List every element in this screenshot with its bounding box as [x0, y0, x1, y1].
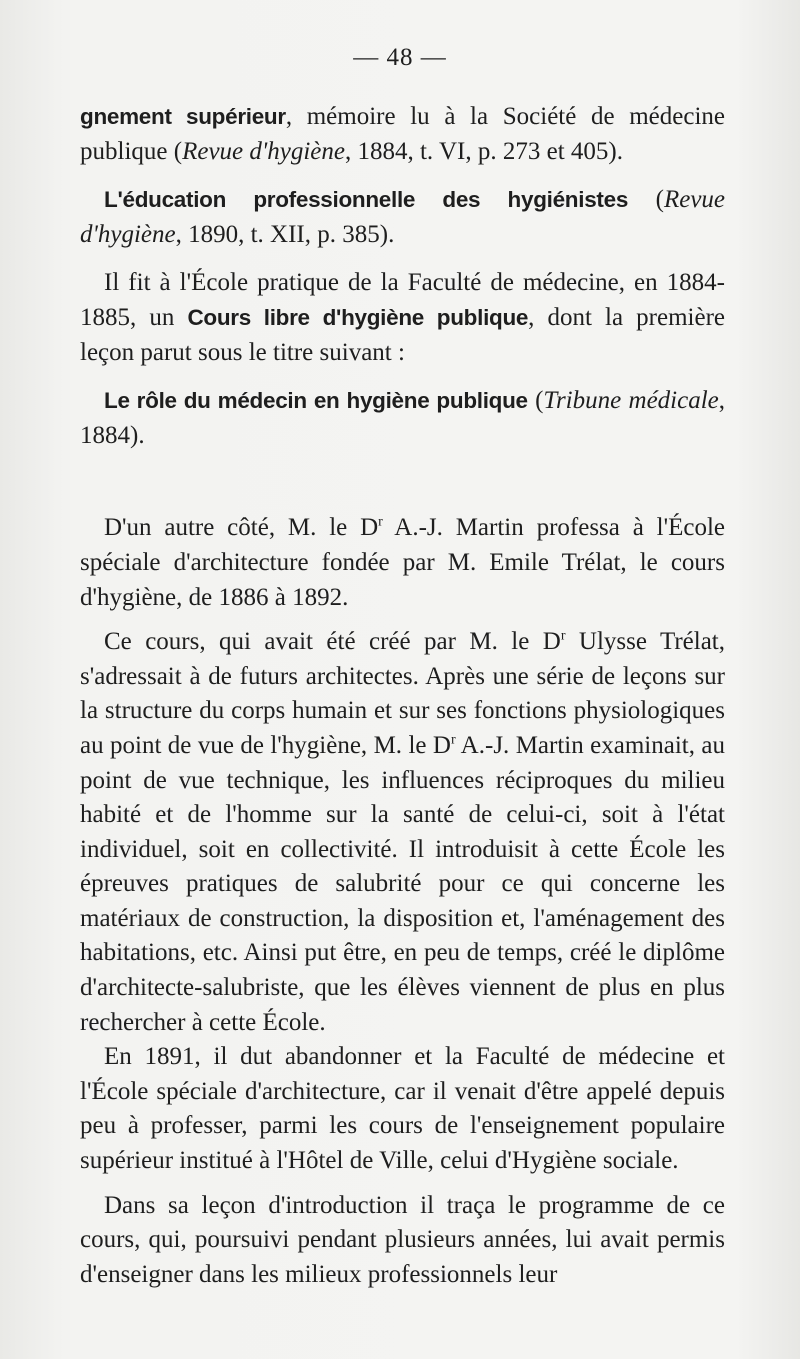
superscript: r [560, 628, 566, 644]
paragraph-7: En 1891, il dut abandonner et la Faculté de médecine et l'École spéciale d'architecture, car il venait d'être appelé depuis peu à professer, parmi les cours de l'enseignement populaire supérieur institué à l'Hôtel de Ville, celui d'Hygiène sociale. [80, 1043, 725, 1175]
paragraph-8: Dans sa leçon d'introduction il traça le programme de ce cours, qui, poursuivi pendant plusieurs années, lui avait permis d'enseigner dans les milieux professionnels leur [80, 1191, 725, 1288]
page-number: — 48 — [353, 44, 447, 71]
bold-title: Cours libre d'hygiène publique [187, 304, 529, 330]
superscript: r [378, 515, 383, 531]
journal-title: Revue d'hygiène [80, 186, 726, 248]
body-text [80, 100, 725, 1292]
text: Ulysse Trélat, s'adressait à de futurs architectes. Après une série de leçons sur la structure du corps humain et sur ses fonctions physiologiques au point de vue de l'hygiène, M. le D [80, 628, 725, 759]
text: , mémoire lu à la Société de médecine publique ( [80, 103, 725, 165]
citation: , 1884). [80, 387, 726, 449]
text: , dont la première leçon parut sous le titre suivant : [80, 303, 725, 366]
bold-title: gnement supérieur [80, 104, 286, 129]
paragraph-5 [80, 511, 725, 615]
text: Ce cours, qui avait été créé par M. le D [104, 628, 561, 656]
citation: , 1890, t. XII, p. 385). [175, 220, 395, 248]
text: A.-J. Martin examinait, au point de vue technique, les influences réciproques du milieu habité et de l'homme sur la santé de celui-ci, soit à l'état individuel, soit en collectivité. Il introduisit à cette École les épreuves pratiques de salubrité pour ce qui concerne les matériaux de construction, la disposition et, l'aménagement des habitations, etc. Ainsi put être, en peu de temps, créé le diplôme d'architecte-salubriste, que les élèves viennent de plus en plus rechercher à cette École. [80, 731, 725, 1036]
bold-title: Le rôle du médecin en hygiène publique [104, 388, 528, 414]
journal-title: Revue d'hygiène [182, 137, 345, 165]
text: ( [527, 387, 544, 415]
paragraph-1 [80, 100, 725, 169]
text: ( [628, 186, 664, 214]
paragraph-6 [80, 625, 725, 1040]
superscript: r [450, 732, 456, 748]
paragraph-3 [80, 266, 725, 370]
paragraph-4 [80, 384, 725, 453]
text: D'un autre côté, M. le D [104, 514, 379, 542]
bold-title: L'éducation professionnelle des hygiénistes [104, 187, 629, 213]
paragraph-2 [80, 183, 725, 252]
citation: , 1884, t. VI, p. 273 et 405). [344, 137, 623, 165]
text: Il fit à l'École pratique de la Faculté de médecine, en 1884-1885, un [80, 269, 725, 331]
text: A.-J. Martin professa à l'École spéciale d'architecture fondée par M. Emile Trélat, le cours d'hygiène, de 1886 à 1892. [80, 514, 725, 611]
journal-title: Tribune médicale [543, 387, 719, 415]
